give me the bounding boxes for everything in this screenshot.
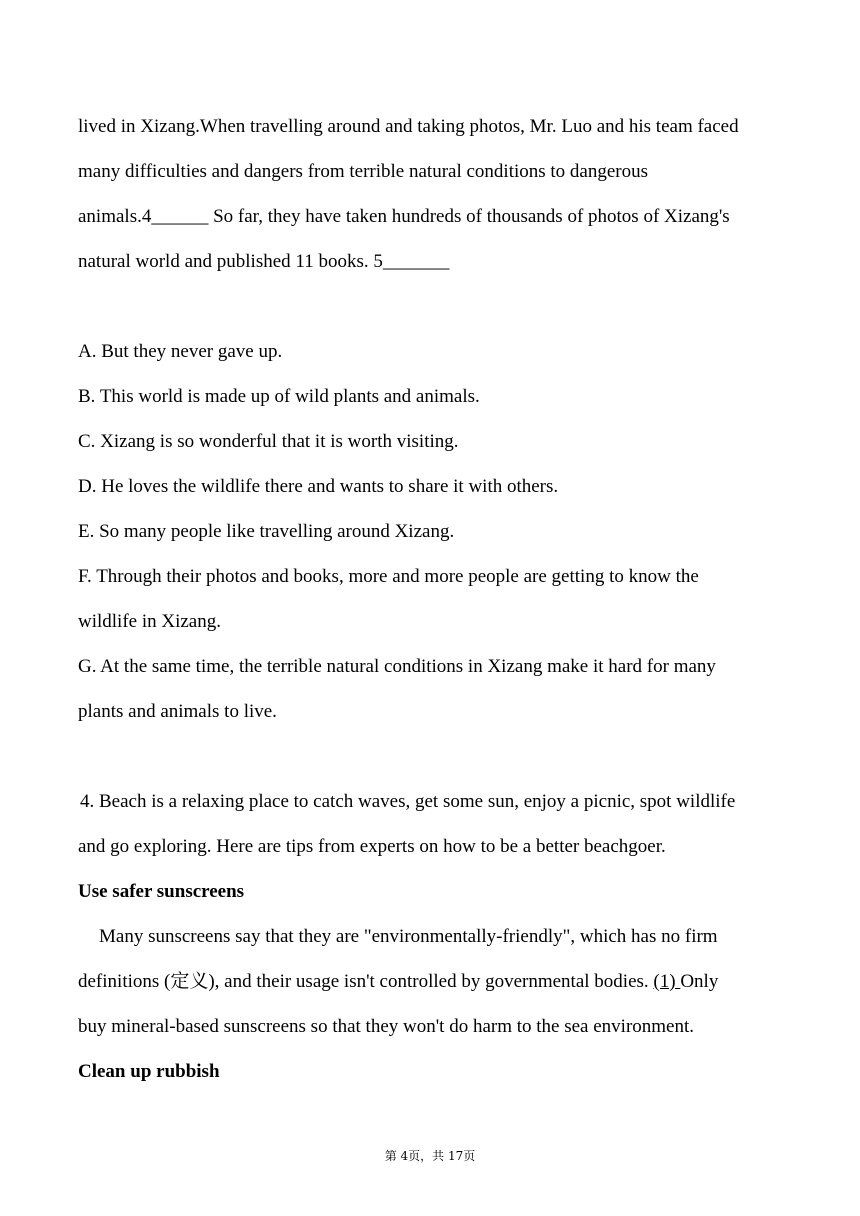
passage-line: natural world and published 11 books. 5_______ (78, 251, 450, 272)
option-e: E. So many people like travelling around Xizang. (78, 521, 455, 542)
option-g-line2: plants and animals to live. (78, 701, 277, 722)
question-4-intro: and go exploring. Here are tips from experts on how to be a better beachgoer. (78, 836, 666, 857)
option-g-line1: G. At the same time, the terrible natural conditions in Xizang make it hard for many (78, 656, 716, 677)
paragraph-text: definitions (定义), and their usage isn't controlled by governmental bodies. (78, 971, 654, 992)
paragraph-line: buy mineral-based sunscreens so that they won't do harm to the sea environment. (78, 1016, 695, 1037)
option-d: D. He loves the wildlife there and wants to share it with others. (78, 476, 559, 497)
paragraph-line: Many sunscreens say that they are "environmentally-friendly", which has no firm (99, 926, 718, 947)
paragraph-text: Only (680, 971, 719, 992)
passage-line: many difficulties and dangers from terrible natural conditions to dangerous (78, 161, 649, 182)
option-c: C. Xizang is so wonderful that it is worth visiting. (78, 431, 459, 452)
section-heading-sunscreens: Use safer sunscreens (78, 881, 245, 902)
passage-line: animals.4______ So far, they have taken hundreds of thousands of photos of Xizang's (78, 206, 730, 227)
option-f-line2: wildlife in Xizang. (78, 611, 221, 632)
section-heading-rubbish: Clean up rubbish (78, 1061, 220, 1082)
paragraph-line (78, 970, 718, 994)
passage-line: lived in Xizang.When travelling around and taking photos, Mr. Luo and his team faced (78, 116, 739, 137)
question-4-intro: 4. Beach is a relaxing place to catch waves, get some sun, enjoy a picnic, spot wildlife (80, 791, 736, 812)
page-footer: 第 4页，共 17页 (384, 1149, 476, 1163)
blank-1: (1) (653, 971, 681, 992)
option-b: B. This world is made up of wild plants and animals. (78, 386, 480, 407)
option-f-line1: F. Through their photos and books, more and more people are getting to know the (78, 566, 699, 587)
option-a: A. But they never gave up. (78, 341, 283, 362)
